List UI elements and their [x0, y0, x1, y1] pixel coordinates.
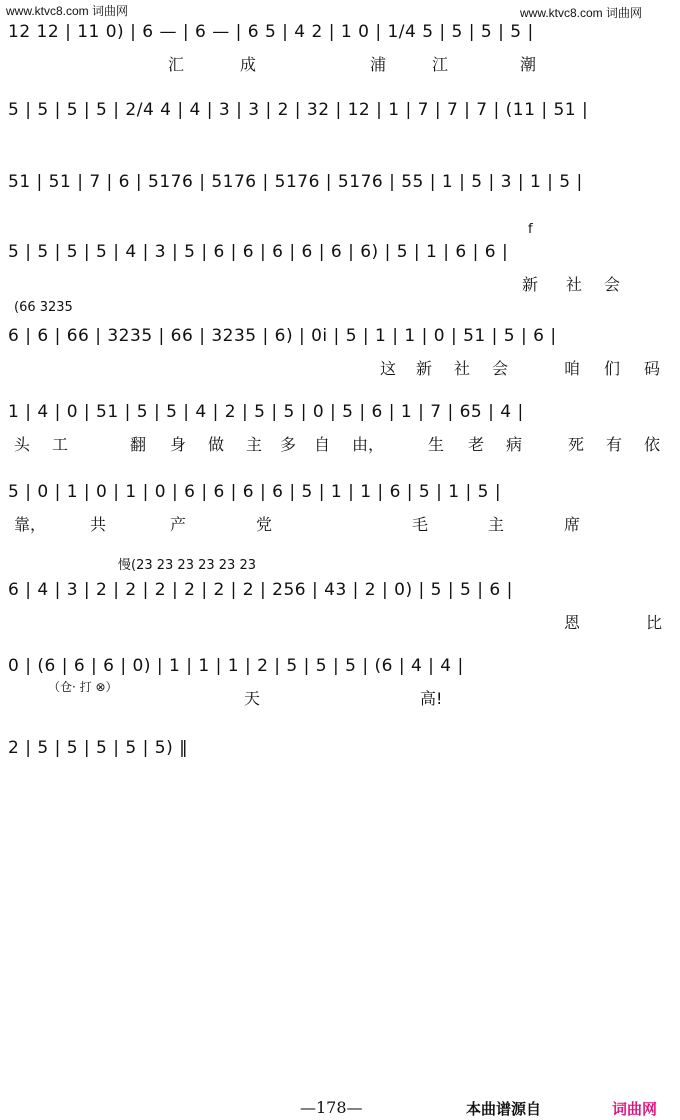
notation-line: 5 | 5 | 5 | 5 | 2/4 4 | 4 | 3 | 3 | 2 | 32 | 12 | 1 | 7 | 7 | 7 | (11 | 51 | [8, 100, 589, 120]
lyric: 翻 [130, 435, 147, 454]
notation-line: 2 | 5 | 5 | 5 | 5 | 5) ‖ [8, 738, 189, 758]
lyric: 靠， [14, 515, 47, 534]
footer [0, 1092, 680, 1120]
lyric: 主 [488, 515, 505, 534]
lyric: 社 [566, 275, 583, 294]
notation-line: 0 | (6 | 6 | 6 | 0) | 1 | 1 | 1 | 2 | 5 | 5 | 5 | (6 | 4 | 4 | [8, 656, 464, 676]
lyric: 共 [90, 515, 107, 534]
lyric: 做 [208, 435, 225, 454]
notation-line: 12 12 | 11 0) | 6 — | 6 — | 6 5 | 4 2 | 1 0 | 1/4 5 | 5 | 5 | 5 | [8, 22, 534, 42]
lyric: 高! [420, 689, 443, 708]
lyric: 会 [492, 359, 509, 378]
lyric: 码 [644, 359, 661, 378]
watermark-right: www.ktvc8.com 词曲网 [520, 6, 643, 20]
lyric: 产 [170, 515, 187, 534]
source-text: 本曲谱源自 [466, 1100, 542, 1118]
lyric: 身 [170, 435, 187, 454]
lyric: 生 [428, 435, 445, 454]
lyric: 毛 [412, 515, 429, 534]
lyric: 恩 [564, 613, 581, 632]
lyric: 们 [604, 359, 621, 378]
notation-line: 1 | 4 | 0 | 51 | 5 | 5 | 4 | 2 | 5 | 5 | 0 | 5 | 6 | 1 | 7 | 65 | 4 | [8, 402, 524, 422]
lyric: 潮 [520, 55, 537, 74]
lyric: 病 [506, 435, 523, 454]
lyric: 浦 [370, 55, 387, 74]
lyric: （仓· 打 ⊗） [48, 680, 118, 694]
lyric: 老 [468, 435, 485, 454]
lyric: 成 [240, 55, 257, 74]
lyric: 头 [14, 435, 31, 454]
lyric: 工 [52, 435, 69, 454]
lyric: 有 [606, 435, 623, 454]
watermark-left: www.ktvc8.com 词曲网 [6, 4, 129, 18]
lyric: 主 [246, 435, 263, 454]
lyric: 多 [280, 435, 297, 454]
notation-line: 5 | 5 | 5 | 5 | 4 | 3 | 5 | 6 | 6 | 6 | 6 | 6 | 6) | 5 | 1 | 6 | 6 | [8, 242, 509, 262]
lyric: 自 [314, 435, 331, 454]
lyric: 新 [416, 359, 433, 378]
lyric: 新 [522, 275, 539, 294]
notation-mark: f [528, 222, 533, 237]
lyric: 这 [380, 359, 397, 378]
notation-line: 5 | 0 | 1 | 0 | 1 | 0 | 6 | 6 | 6 | 6 | 5 | 1 | 1 | 6 | 5 | 1 | 5 | [8, 482, 502, 502]
lyric: 比 [646, 613, 663, 632]
lyric: 江 [432, 55, 449, 74]
lyric: 席 [564, 515, 581, 534]
lyric: 汇 [168, 55, 185, 74]
lyric: 党 [256, 515, 273, 534]
notation-line: 6 | 6 | 66 | 3235 | 66 | 3235 | 6) | 0i | 5 | 1 | 1 | 0 | 51 | 5 | 6 | [8, 326, 557, 346]
lyric: 依 [644, 435, 661, 454]
lyric: 咱 [564, 359, 581, 378]
lyric: 社 [454, 359, 471, 378]
lyric: 由， [352, 435, 385, 454]
site-logo: 词曲网 [612, 1100, 658, 1118]
notation-line: 6 | 4 | 3 | 2 | 2 | 2 | 2 | 2 | 2 | 256 | 43 | 2 | 0) | 5 | 5 | 6 | [8, 580, 513, 600]
lyric: 死 [568, 435, 585, 454]
notation-line: 51 | 51 | 7 | 6 | 5176 | 5176 | 5176 | 5176 | 55 | 1 | 5 | 3 | 1 | 5 | [8, 172, 583, 192]
notation-mark: (66 3235 [14, 300, 73, 315]
page-number: —178— [300, 1098, 363, 1117]
notation-mark: 慢(23 23 23 23 23 23 [118, 558, 256, 573]
lyric: 天 [244, 689, 261, 708]
lyric: 会 [604, 275, 621, 294]
